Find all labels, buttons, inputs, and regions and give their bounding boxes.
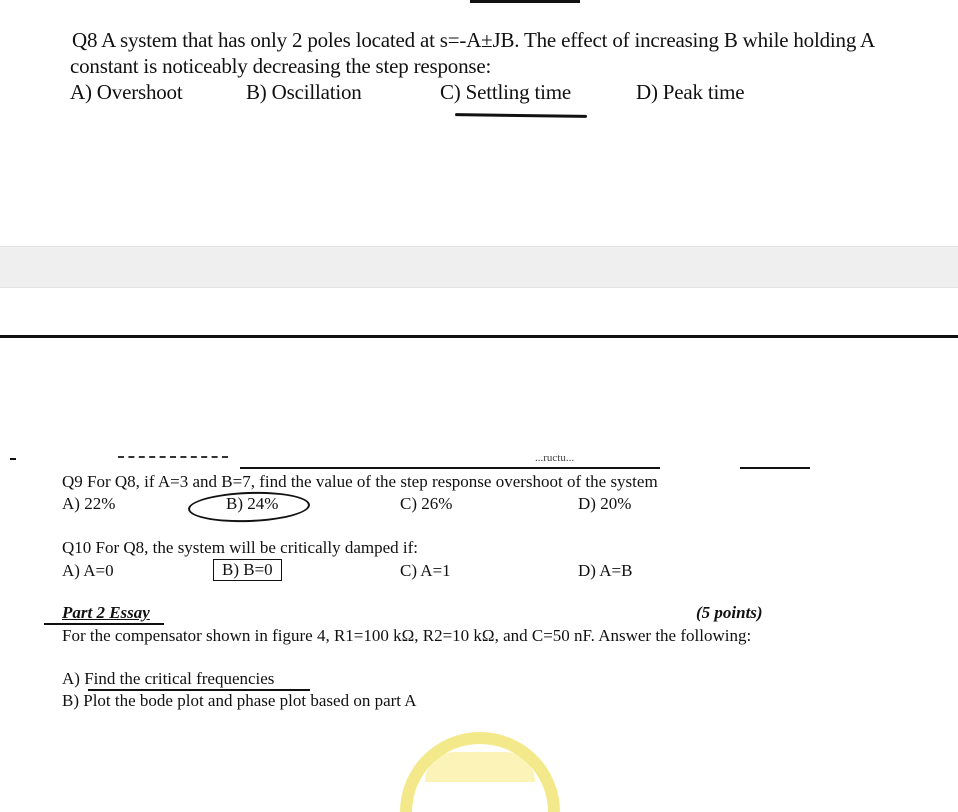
- q9-option-c: C) 26%: [400, 494, 453, 513]
- q10-option-b: B) B=0: [213, 559, 282, 581]
- q8-option-b: B) Oscillation: [246, 80, 362, 104]
- part2-text: For the compensator shown in figure 4, R1=100 kΩ, R2=10 kΩ, and C=50 nF. Answer the following:: [62, 626, 752, 645]
- q8-option-c: C) Settling time: [440, 80, 571, 104]
- q9-option-b: B) 24%: [226, 494, 279, 513]
- q8-option-d: D) Peak time: [636, 80, 745, 104]
- part2-item-b: B) Plot the bode plot and phase plot based on part A: [62, 691, 417, 710]
- q10-question: Q10 For Q8, the system will be critically damped if:: [62, 538, 418, 557]
- q8-option-a: A) Overshoot: [70, 80, 183, 104]
- thick-divider-rule: [0, 335, 958, 338]
- part2-item-a: A) Find the critical frequencies: [62, 669, 275, 688]
- page-gap-band: [0, 246, 958, 288]
- q8-line2: constant is noticeably decreasing the step response:: [70, 54, 492, 78]
- q10-option-d: D) A=B: [578, 561, 633, 580]
- q8-line1: Q8 A system that has only 2 poles located at s=-A±JB. The effect of increasing B while holding A: [72, 28, 876, 52]
- q9-top-rule-right: [740, 467, 810, 469]
- watermark-arc: [400, 732, 560, 812]
- q9-top-rule: [240, 467, 660, 469]
- dashed-remnant-left: [118, 456, 228, 458]
- q8-answer-underline: [455, 113, 587, 118]
- left-edge-tick: [10, 458, 16, 460]
- top-edge-mark: [470, 0, 580, 3]
- q10-option-a: A) A=0: [62, 561, 114, 580]
- q9-question: Q9 For Q8, if A=3 and B=7, find the value of the step response overshoot of the system: [62, 472, 658, 491]
- q9-option-d: D) 20%: [578, 494, 632, 513]
- part2-underline-mark: [44, 623, 164, 625]
- header-fragment: ...ructu...: [535, 452, 575, 464]
- q10-option-c: C) A=1: [400, 561, 451, 580]
- part2-points: (5 points): [696, 603, 763, 622]
- part2-title: Part 2 Essay: [62, 603, 150, 622]
- q9-option-a: A) 22%: [62, 494, 116, 513]
